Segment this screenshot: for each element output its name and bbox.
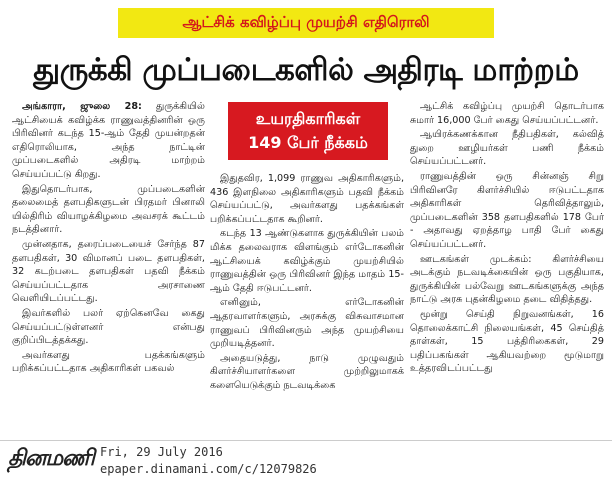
article-column-1 [12,100,205,377]
article-column-3 [410,100,604,377]
article-paragraph: எனினும், எர்டோகனின் ஆதரவாளர்களும், அரசுக்கு விசுவாசமான ராணுவப் பிரிவினரும் அந்த முயற்சியை முறியடித்தனர். [210,297,404,350]
epaper-url[interactable]: epaper.dinamani.com/c/12079826 [100,462,317,476]
subhead-line-2: 149 பேர் நீக்கம் [248,133,368,152]
article-paragraph: அதையடுத்து, நாடு முழுவதும் கிளர்ச்சியாளர்களை முற்றிலுமாகக் களையெடுக்கும் நடவடிக்கை [210,352,404,391]
article-paragraph: கடந்த 13 ஆண்டுகளாக துருக்கியின் பலம் மிக்க தலைவராக விளங்கும் எர்டோகனின் ஆட்சியைக் கவிழ்க்கும் முயற்சியில் ராணுவத்தின் ஒரு பிரிவினர் இந்த மாதம் 15-ஆம் தேதி ஈடுபட்டனர். [210,228,404,294]
article-paragraph: முன்னதாக, தரைப்படையைச் சேர்ந்த 87 தளபதிகள், 30 விமானப் படை தளபதிகள், 32 கடற்படை தளபதிகள் பதவி நீக்கம் செய்யப்பட்டதாக அரசாணை வெளியிடப்பட்டது. [12,238,205,305]
article-paragraph: இதுதவிர, 1,099 ராணுவ அதிகாரிகளும், 436 இளநிலை அதிகாரிகளும் பதவி நீக்கம் செய்யப்பட்டு, அவர்களது பதக்கங்கள் பறிக்கப்பட்டதாக கூறினர். [210,173,404,225]
lead-paragraph [12,100,205,182]
lead-text: துருக்கியில் ஆட்சியைக் கவிழ்க்க ராணுவத்தினரின் ஒரு பிரிவினர் கடந்த 15-ஆம் தேதி முயன்றதன் எதிரொலியாக, அந்த நாட்டின் முப்படைகளில் அதிரடி மாற்றம் செய்யப்பட்டு கிறது. [12,101,205,180]
dateline: அங்காரா, ஜுலை 28: [22,101,142,112]
article-paragraph: ராணுவத்தின் ஒரு சின்னஞ் சிறு பிரிவினரே கிளர்ச்சியில் ஈடுபட்டதாக அதிகாரிகள் தெரிவித்தாலும், முப்படைகளின் 358 தளபதிகளில் 178 பேர் - அதாவது ஏறத்தாழ பாதி பேர் கைது செய்யப்பட்டனர். [410,170,604,250]
article-paragraph: ஆட்சிக் கவிழ்ப்பு முயற்சி தொடர்பாக சுமார் 16,000 பேர் கைது செய்யப்பட்டனர். [410,101,604,126]
article-paragraph: அவர்களது பதக்கங்களும் பறிக்கப்பட்டதாக அதிகாரிகள் பகவல் [12,349,205,375]
article-paragraph: இவர்களில் பலர் ஏற்கெனவே கைது செய்யப்பட்டுள்ளனர் என்பது குறிப்பிடத்தக்கது. [12,307,205,347]
article-column-2 [210,172,404,394]
article-paragraph: ஆயிரக்கணக்கான நீதிபதிகள், கல்வித் துறை ஊழியர்கள் பணி நீக்கம் செய்யப்பட்டனர். [410,129,604,168]
article-paragraph: மூன்று செய்தி நிறுவனங்கள், 16 தொலைக்காட்சி நிலையங்கள், 45 செய்தித் தாள்கள், 15 பத்திரிகைகள், 29 பதிப்பகங்கள் ஆகியவற்றை மூடுமாறு உத்தரவிடப்பட்டது [410,308,604,375]
headline: துருக்கி முப்படைகளில் அதிரடி மாற்றம் [33,52,579,88]
logo-text: தினமணி [8,444,94,471]
edition-date: Fri, 29 July 2016 [100,445,223,459]
subhead-box [228,102,388,160]
kicker-strap: ஆட்சிக் கவிழ்ப்பு முயற்சி எதிரொலி [118,8,494,38]
article-paragraph: இதுதொடர்பாக, முப்படைகளின் தலைமைத் தளபதிகளுடன் பிரதமர் பினாலி யில்திரிம் வியாழக்கிழமை அவசரக் கூட்டம் நடத்தினார். [12,183,205,236]
dinamani-logo [8,444,92,474]
article-paragraph: ஊடகங்கள் முடக்கம்: கிளர்ச்சியை அடக்கும் நடவடிக்கையின் ஒரு பகுதியாக, துருக்கியின் பல்வேறு ஊடகங்களுக்கு அந்த நாட்டு அரசு புதன்கிழமை தடை விதித்தது. [410,253,604,306]
subhead-line-1: உயரதிகாரிகள் [255,109,361,128]
footer-info [100,444,400,478]
